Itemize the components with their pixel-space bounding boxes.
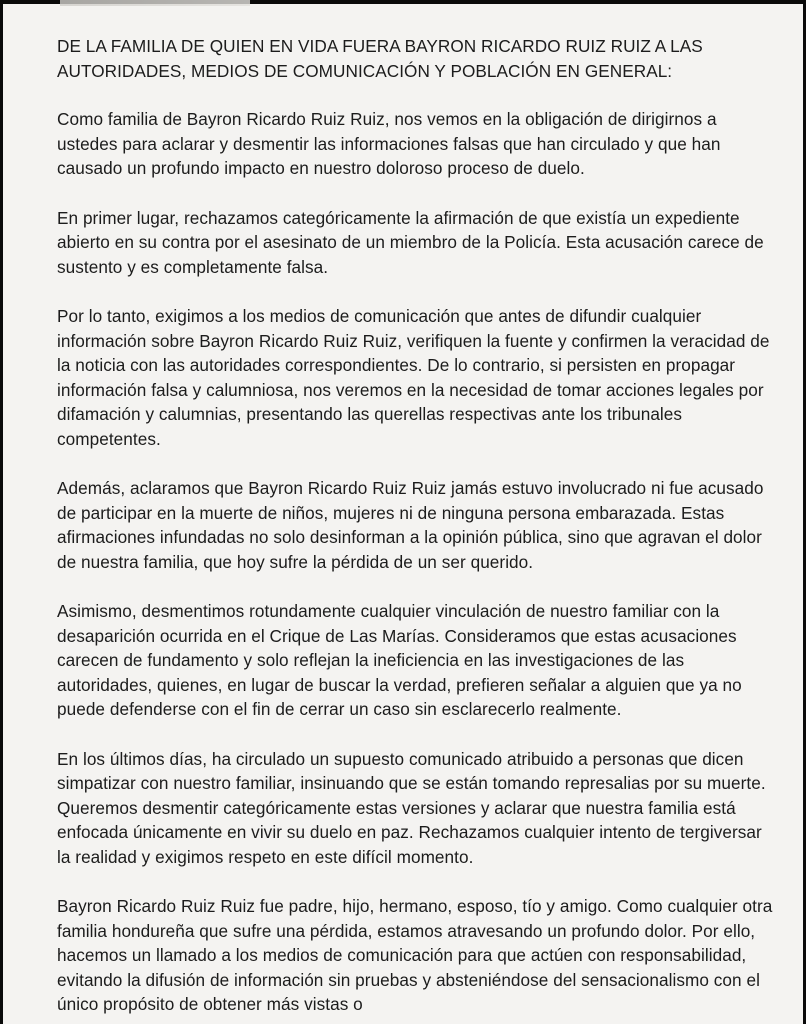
statement-document [57,34,777,1017]
paragraph-media-demand: Por lo tanto, exigimos a los medios de comunicación que antes de difundir cualquier información sobre Bayron Ricardo Ruiz Ruiz, verifiquen la fuente y confirmen la veracidad de la noticia con las autoridades correspondientes. De lo contrario, si persisten en propagar información falsa y calumniosa, nos veremos en la necesidad de tomar acciones legales por difamación y calumnias, presentando las querellas respectivas ante los tribunales competentes. [57,306,770,449]
paragraph-clarification: Además, aclaramos que Bayron Ricardo Ruiz Ruiz jamás estuvo involucrado ni fue acusado de participar en la muerte de niños, mujeres ni de ninguna persona embarazada. Estas afirmaciones infundadas no solo desinforman a la opinión pública, sino que agravan el dolor de nuestra familia, que hoy sufre la pérdida de un ser querido. [57,478,764,572]
paragraph-denial: Asimismo, desmentimos rotundamente cualquier vinculación de nuestro familiar con la desaparición ocurrida en el Crique de Las Marías. Consideramos que estas acusaciones carecen de fundamento y solo reflejan la ineficiencia en las investigaciones de las autoridades, quienes, en lugar de buscar la verdad, prefieren señalar a alguien que ya no puede defenderse con el fin de cerrar un caso sin esclarecerlo realmente. [57,601,742,719]
statement-heading: DE LA FAMILIA DE QUIEN EN VIDA FUERA BAYRON RICARDO RUIZ RUIZ A LAS AUTORIDADES, MEDIOS DE COMUNICACIÓN Y POBLACIÓN EN GENERAL: [57,36,703,81]
cropped-header-remnant [60,0,250,6]
paragraph-communique: En los últimos días, ha circulado un supuesto comunicado atribuido a personas que dicen simpatizar con nuestro familiar, insinuando que se están tomando represalias por su muerte. Queremos desmentir categóricamente estas versiones y aclarar que nuestra familia está enfocada únicamente en vivir su duelo en paz. Rechazamos cualquier intento de tergiversar la realidad y exigimos respeto en este difícil momento. [57,748,766,867]
paragraph-closing: Bayron Ricardo Ruiz Ruiz fue padre, hijo, hermano, esposo, tío y amigo. Como cualquier otra familia hondureña que sufre una pérdida, estamos atravesando un profundo dolor. Por ello, hacemos un llamado a los medios de comunicación para que actúen con responsabilidad, evitando la difusión de información sin pruebas y absteniéndose del sensacionalismo con el único propósito de obtener más vistas o [57,896,773,1014]
left-frame-edge [0,0,3,1024]
paragraph-rejection: En primer lugar, rechazamos categóricamente la afirmación de que existía un expediente abierto en su contra por el asesinato de un miembro de la Policía. Esta acusación carece de sustento y es completamente falsa. [57,207,764,277]
paragraph-intro: Como familia de Bayron Ricardo Ruiz Ruiz, nos vemos en la obligación de dirigirnos a ustedes para aclarar y desmentir las informaciones falsas que han circulado y que han causado un profundo impacto en nuestro doloroso proceso de duelo. [57,109,721,178]
